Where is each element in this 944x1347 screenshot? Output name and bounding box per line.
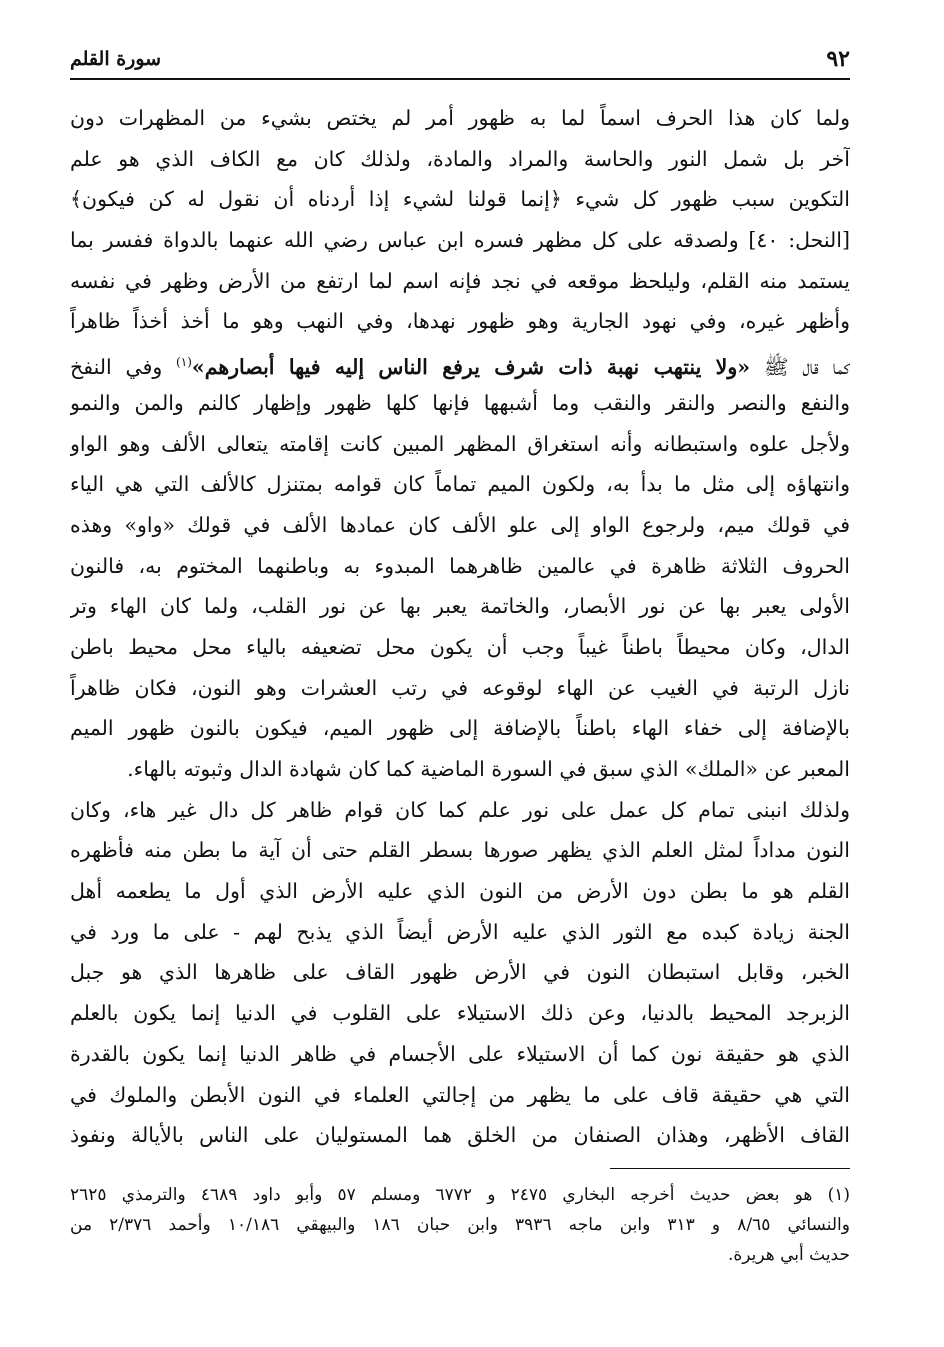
main-text [70, 98, 850, 1156]
running-title: سورة القلم [70, 48, 162, 70]
text-line: وأظهر غيره، وفي نهود الجارية وهو ظهور نهدها، وفي النهب وهو ما أخذ أخذاً ظاهراً [70, 309, 850, 334]
text-line: الذي هو حقيقة نون كما أن الاستيلاء على الأجسام في ظاهر الدنيا إنما يكون بالقدرة [70, 1041, 850, 1066]
text-line: الخبر، وقابل استبطان النون في الأرض ظهور القاف على ظاهرها الذي هو جبل [70, 960, 850, 985]
hadith-intro: كما قال ﷺ [750, 354, 850, 379]
hadith-quote: «ولا ينتهب نهبة ذات شرف يرفع الناس إليه فيها أبصارهم» [191, 354, 751, 379]
text-line-hadith [70, 342, 850, 383]
text-line: يستمد منه القلم، وليلحظ موقعه في نجد فإنه اسم لما ارتفع من الأرض وظهر في نفسه [70, 268, 850, 293]
text-line: ولذلك انبنى تمام كل عمل على نور علم كما كان قوام ظاهر كل دال غير هاء، وكان [70, 797, 850, 822]
text-line: بالإضافة إلى خفاء الهاء باطناً بالإضافة إلى ظهور الميم، فيكون بالنون ظهور الميم [70, 716, 850, 741]
page-number: ٩٢ [826, 46, 850, 72]
text-line: في قولك ميم، ولرجوع الواو إلى علو الألف كان عمادها الألف في قولك «واو» وهذه [70, 512, 850, 537]
text-line: ولأجل علوه واستبطانه وأنه استغراق المظهر المبين كانت إقامته يتعالى الألف وهو الواو [70, 431, 850, 456]
text-line: الجنة زيادة كبده مع الثور الذي عليه الأرض أيضاً الذي يذبح لهم - على ما ورد في [70, 919, 850, 944]
text-line: الزبرجد المحيط بالدنيا، وعن ذلك الاستيلاء على القلوب في الدنيا إنما يكون بالعلم [70, 1001, 850, 1026]
footnote-divider [610, 1168, 850, 1169]
text-line: النون مداداً لمثل العلم الذي يظهر صورها بسطر القلم حتى أن آية ما بطن منه فأظهره [70, 838, 850, 863]
text-line: القاف الأظهر، وهذان الصنفان من الخلق هما المستوليان على الناس بالأيالة ونفوذ [70, 1123, 850, 1148]
footnotes [70, 1180, 850, 1270]
text-line: الدال، وكان محيطاً باطناً غيباً وجب أن يكون محل تضعيفه بالياء محل محيط باطن [70, 634, 850, 659]
hadith-continuation: وفي النفخ [70, 354, 177, 379]
text-line: والنفع والنصر والنقر والنقب وما أشبهها فإنها كلها ظهور وإظهار كالنم والمن والنمو [70, 390, 850, 415]
text-line: التكوين سبب ظهور كل شيء ﴿إنما قولنا لشيء إذا أردناه أن نقول له كن فيكون﴾ [70, 187, 850, 212]
footnote-marker: (١) [176, 355, 192, 370]
page-header [70, 42, 850, 80]
text-line: التي هي حقيقة قاف على ما يظهر من إجالتي العلماء في النون الأبطن والملوك في [70, 1082, 850, 1107]
footnote-line: والنسائي ٨/٦٥ و ٣١٣ وابن ماجه ٣٩٣٦ وابن حبان ١٨٦ والبيهقي ١٠/١٨٦ وأحمد ٢/٣٧٦ من [70, 1215, 850, 1235]
book-page [70, 42, 850, 1292]
footnote-line: (١) هو بعض حديث أخرجه البخاري ٢٤٧٥ و ٦٧٧٢ ومسلم ٥٧ وأبو داود ٤٦٨٩ والترمذي ٢٦٢٥ [70, 1185, 850, 1205]
text-line: الحروف الثلاثة ظاهرة في عالمين ظاهرهما المبدوء به وباطنهما المختوم به، فالنون [70, 553, 850, 578]
text-line: المعبر عن «الملك» الذي سبق في السورة الماضية كما كان شهادة الدال وثبوته بالهاء. [127, 757, 850, 781]
text-line: ولما كان هذا الحرف اسماً لما به ظهور أمر لم يختص بشيء من المظهرات دون [70, 106, 850, 130]
text-line: القلم هو ما بطن دون الأرض من النون الذي عليه الأرض الذي أول ما يطعمه أهل [70, 879, 850, 904]
text-line: نازل الرتبة في الغيب عن الهاء لوقوعه في رتب العشرات وهو النون، فكان ظاهراً [70, 675, 850, 700]
text-line: آخر بل شمل النور والحاسة والمراد والمادة، ولذلك كان مع الكاف الذي هو علم [70, 146, 850, 171]
footnote-line: حديث أبي هريرة. [727, 1245, 850, 1265]
text-line: وانتهاؤه إلى مثل ما بدأ به، ولكون الميم تماماً كان قوامه بمتنزل كالألف التي هي الياء [70, 472, 850, 497]
text-line: [النحل: ٤٠] ولصدقه على كل مظهر فسره ابن عباس رضي الله عنهما بالدواة ففسر بما [70, 228, 850, 253]
text-line: الأولى يعبر بها عن نور الأبصار، والخاتمة يعبر بها عن نور القلب، ولما كان الهاء وتر [70, 594, 850, 619]
